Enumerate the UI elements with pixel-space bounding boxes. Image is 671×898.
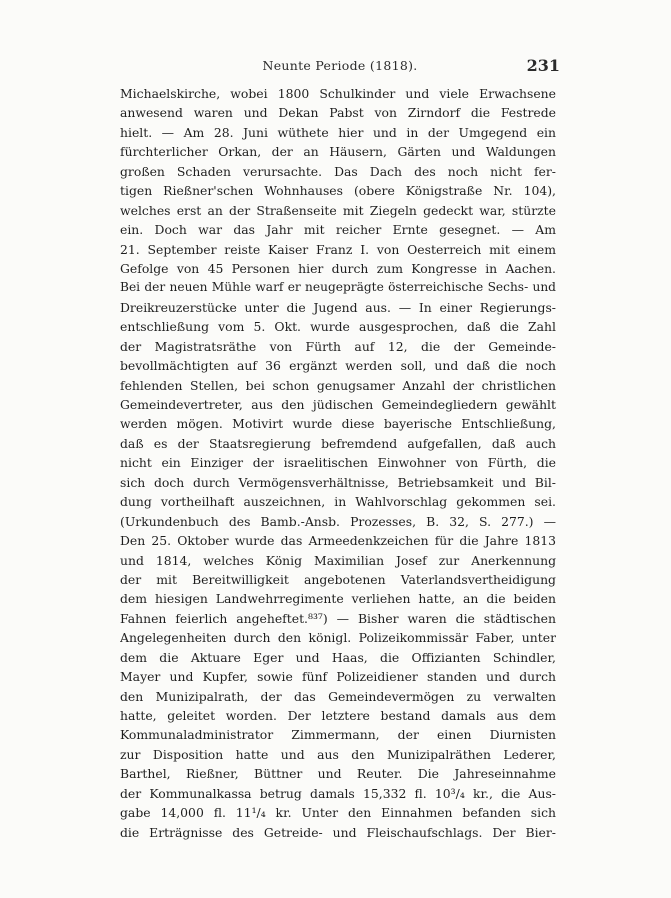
text-line: Gefolge von 45 Personen hier durch zum Kongresse in Aachen. bbox=[120, 260, 556, 276]
text-line: die Erträgnisse des Getreide- und Fleischaufschlags. Der Bier- bbox=[120, 824, 556, 840]
text-line: Den 25. Oktober wurde das Armeedenkzeichen für die Jahre 1813 bbox=[120, 533, 556, 549]
text-line: zur Disposition hatte und aus den Munizipalräthen Lederer, bbox=[120, 746, 556, 762]
text-line: daß es der Staatsregierung befremdend aufgefallen, daß auch bbox=[120, 435, 556, 451]
page-header bbox=[120, 56, 560, 76]
running-title: Neunte Periode (1818). bbox=[262, 58, 418, 73]
text-line: dem hiesigen Landwehrregimente verliehen hatte, an die beiden bbox=[120, 591, 556, 607]
text-line: nicht ein Einziger der israelitischen Einwohner von Fürth, die bbox=[120, 455, 556, 471]
text-line: und 1814, welches König Maximilian Josef zur Anerkennung bbox=[120, 552, 556, 568]
text-line: entschließung vom 5. Okt. wurde ausgesprochen, daß die Zahl bbox=[120, 319, 556, 335]
text-line: tigen Rießner'schen Wohnhauses (obere Königstraße Nr. 104), bbox=[120, 183, 556, 199]
text-line: großen Schaden verursachte. Das Dach des noch nicht fer- bbox=[120, 163, 556, 179]
text-line: dem die Aktuare Eger und Haas, die Offizianten Schindler, bbox=[120, 649, 556, 665]
page-number: 231 bbox=[526, 56, 560, 75]
text-line: sich doch durch Vermögensverhältnisse, Betriebsamkeit und Bil- bbox=[120, 474, 556, 490]
text-line: bevollmächtigten auf 36 ergänzt werden soll, und daß die noch bbox=[120, 358, 556, 374]
text-line: Barthel, Rießner, Büttner und Reuter. Die Jahreseinnahme bbox=[120, 766, 556, 782]
text-line: Kommunaladministrator Zimmermann, der einen Diurnisten bbox=[120, 727, 556, 743]
text-line: hielt. — Am 28. Juni wüthete hier und in der Umgegend ein bbox=[120, 124, 556, 140]
text-line: fehlenden Stellen, bei schon genugsamer Anzahl der christlichen bbox=[120, 377, 556, 393]
text-line: Bei der neuen Mühle warf er neugeprägte österreichische Sechs- und bbox=[120, 280, 556, 295]
text-line: der mit Bereitwilligkeit angebotenen Vaterlandsvertheidigung bbox=[120, 571, 556, 587]
text-line: fürchterlicher Orkan, der an Häusern, Gärten und Waldungen bbox=[120, 144, 556, 160]
text-line: hatte, geleitet worden. Der letztere bestand damals aus dem bbox=[120, 708, 556, 723]
text-line: 21. September reiste Kaiser Franz I. von Oesterreich mit einem bbox=[120, 241, 556, 257]
text-line: werden mögen. Motivirt wurde diese bayerische Entschließung, bbox=[120, 416, 556, 432]
text-line: Mayer und Kupfer, sowie fünf Polizeidiener standen und durch bbox=[120, 669, 556, 685]
text-line: Michaelskirche, wobei 1800 Schulkinder und viele Erwachsene bbox=[120, 86, 556, 101]
text-line: der Magistratsräthe von Fürth auf 12, die der Gemeinde- bbox=[120, 338, 556, 354]
text-line: Angelegenheiten durch den königl. Polizeikommissär Faber, unter bbox=[120, 630, 556, 646]
text-line: der Kommunalkassa betrug damals 15,332 fl. 10³/₄ kr., die Aus- bbox=[120, 785, 556, 801]
text-line: Gemeindevertreter, aus den jüdischen Gemeindegliedern gewählt bbox=[120, 397, 556, 412]
text-line: gabe 14,000 fl. 11¹/₄ kr. Unter den Einnahmen befanden sich bbox=[120, 805, 556, 821]
text-line: Dreikreuzerstücke unter die Jugend aus. — In einer Regierungs- bbox=[120, 299, 556, 315]
text-line: anwesend waren und Dekan Pabst von Zirndorf die Festrede bbox=[120, 105, 556, 121]
text-line: Fahnen feierlich angeheftet.⁸³⁷) — Bisher waren die städtischen bbox=[120, 610, 556, 626]
text-line: (Urkundenbuch des Bamb.-Ansb. Prozesses, B. 32, S. 277.) — bbox=[120, 513, 556, 529]
text-line: dung vortheilhaft auszeichnen, in Wahlvorschlag gekommen sei. bbox=[120, 494, 556, 510]
body-text bbox=[120, 84, 556, 842]
text-line: welches erst an der Straßenseite mit Ziegeln gedeckt war, stürzte bbox=[120, 202, 556, 218]
text-line: den Munizipalrath, der das Gemeindevermögen zu verwalten bbox=[120, 688, 556, 704]
text-line: ein. Doch war das Jahr mit reicher Ernte gesegnet. — Am bbox=[120, 222, 556, 238]
